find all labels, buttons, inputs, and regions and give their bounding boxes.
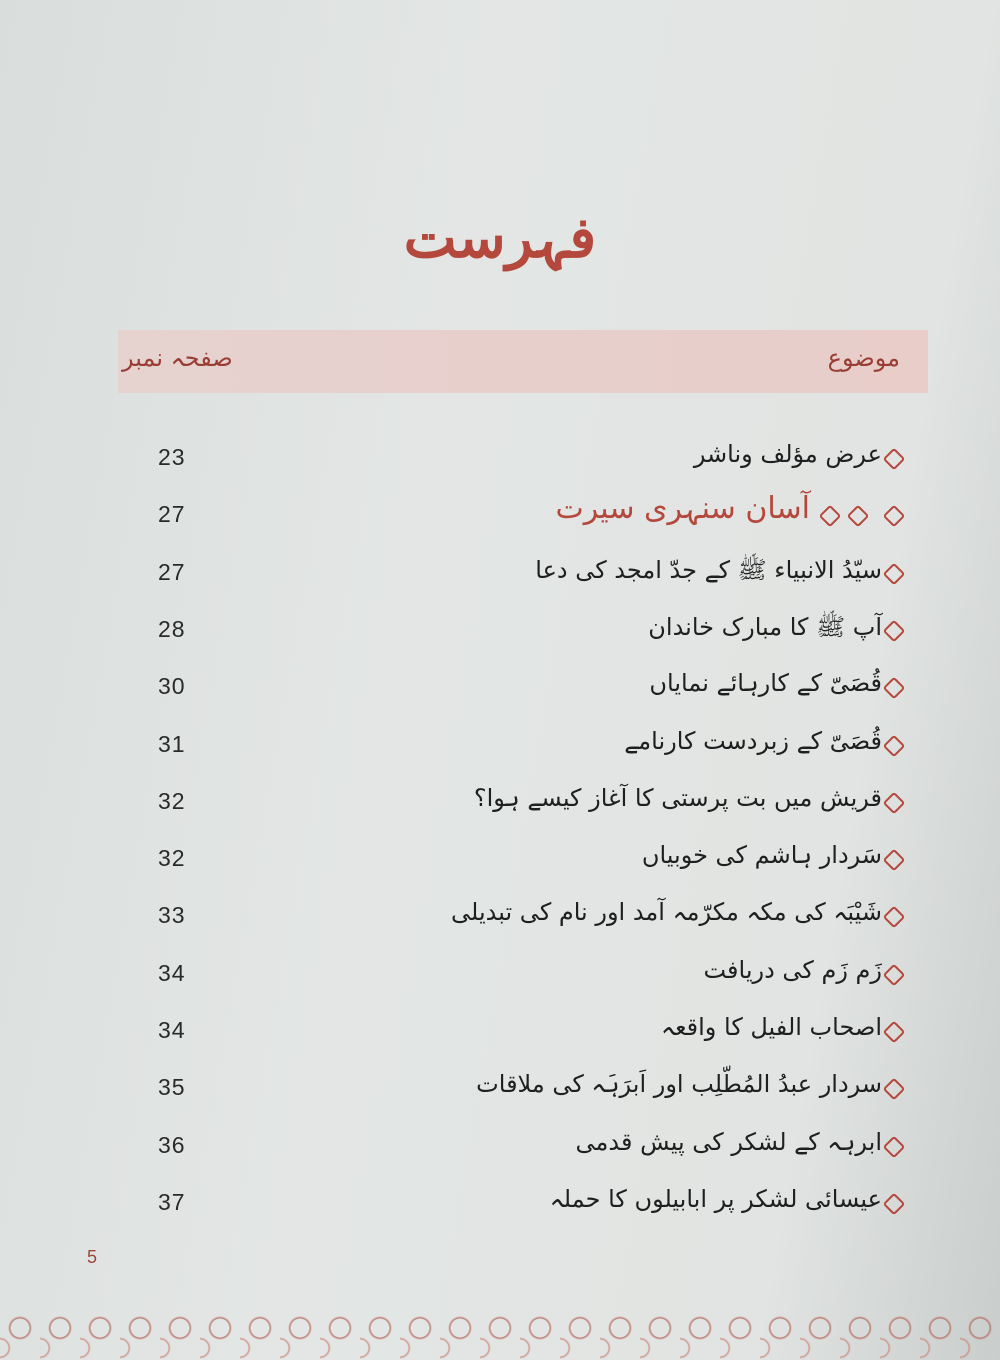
- toc-entry-title: سَردار ہاشم کی خوبیاں: [641, 841, 882, 870]
- toc-entry-title: قُصَیّ کے کارہائے نمایاں: [649, 669, 882, 698]
- diamond-bullet-icon: [883, 1193, 906, 1216]
- page-title: فہرست: [403, 205, 597, 271]
- toc-entry-title: زَم زَم کی دریافت: [703, 955, 882, 984]
- toc-entry-title: شَیْبَہ کی مکہ مکرّمہ آمد اور نام کی تبدیلی: [451, 898, 882, 927]
- toc-entry-page: 35: [158, 1074, 186, 1101]
- diamond-bullet-icon: [883, 906, 906, 929]
- toc-entry-page: 23: [158, 444, 186, 470]
- toc-entry-page: 27: [158, 501, 186, 528]
- toc-entry-page: 31: [158, 730, 186, 757]
- diamond-bullet-icon: [883, 562, 906, 585]
- toc-entry-title: عرض مؤلف وناشر: [693, 440, 882, 468]
- diamond-bullet-icon: [883, 791, 906, 814]
- toc-entry[interactable]: [0, 1122, 1000, 1172]
- toc-entry-title: آسان سنہری سیرت: [555, 491, 810, 527]
- toc-entry[interactable]: [0, 549, 1000, 599]
- toc-entry[interactable]: [0, 491, 1000, 541]
- toc-entry-title: قُصَیّ کے زبردست کارنامے: [624, 726, 882, 755]
- toc-entry[interactable]: [0, 663, 1000, 713]
- diamond-bullet-icon: [819, 505, 842, 528]
- diamond-bullet-icon: [847, 505, 870, 528]
- toc-entry-title: سیّدُ الانبیاء ﷺ کے جدّ امجد کی دعا: [535, 555, 882, 584]
- toc-entry[interactable]: [0, 721, 1000, 771]
- page-number: 5: [87, 1247, 98, 1267]
- toc-entry-title: قریش میں بت پرستی کا آغاز کیسے ہوا؟: [473, 783, 882, 812]
- toc-entry-page: 34: [158, 1017, 186, 1043]
- toc-entry-page: 27: [158, 558, 186, 585]
- toc-entry-title: آپ ﷺ کا مبارک خاندان: [648, 612, 882, 641]
- toc-entry-page: 37: [158, 1188, 186, 1215]
- toc-entry-title: عیسائی لشکر پر ابابیلوں کا حملہ: [549, 1184, 882, 1213]
- diamond-bullet-icon: [883, 677, 906, 700]
- toc-entry-page: 36: [158, 1131, 186, 1158]
- decorative-floral-border: [0, 1298, 1000, 1360]
- toc-entry[interactable]: [0, 950, 1000, 1000]
- diamond-bullet-icon: [883, 1078, 906, 1101]
- diamond-bullet-icon: [883, 963, 906, 986]
- toc-entry-page: 34: [158, 959, 186, 986]
- toc-entry-title: ابرہہ کے لشکر کی پیش قدمی: [575, 1127, 882, 1156]
- diamond-bullet-icon: [883, 849, 906, 872]
- diamond-bullet-icon: [883, 620, 906, 643]
- diamond-bullet-icon: [883, 1135, 906, 1158]
- toc-header-band: [118, 330, 928, 393]
- toc-entry-page: 30: [158, 673, 186, 700]
- page-column-header: صفحہ نمبر: [122, 344, 233, 372]
- toc-entry-page: 28: [158, 615, 186, 642]
- toc-entry[interactable]: [0, 778, 1000, 828]
- toc-entry-page: 32: [158, 787, 186, 814]
- toc-entry[interactable]: [0, 1064, 1000, 1114]
- diamond-bullet-icon: [883, 1021, 906, 1044]
- toc-entry[interactable]: [0, 835, 1000, 885]
- toc-entry-title: سردار عبدُ المُطّلِب اور اَبرَہَہ کی ملاقات: [476, 1070, 882, 1099]
- toc-entry[interactable]: [0, 1007, 1000, 1057]
- topic-column-header: موضوع: [827, 344, 900, 372]
- toc-entry[interactable]: [0, 434, 1000, 484]
- diamond-bullet-icon: [883, 734, 906, 757]
- toc-entry[interactable]: [0, 1179, 1000, 1229]
- toc-entry-page: 32: [158, 845, 186, 872]
- toc-entry[interactable]: [0, 606, 1000, 656]
- toc-entry-title: اصحاب الفیل کا واقعہ: [661, 1013, 882, 1041]
- toc-entry-page: 33: [158, 902, 186, 929]
- diamond-bullet-icon: [883, 448, 906, 471]
- toc-entry[interactable]: [0, 892, 1000, 942]
- diamond-bullet-icon: [883, 505, 906, 528]
